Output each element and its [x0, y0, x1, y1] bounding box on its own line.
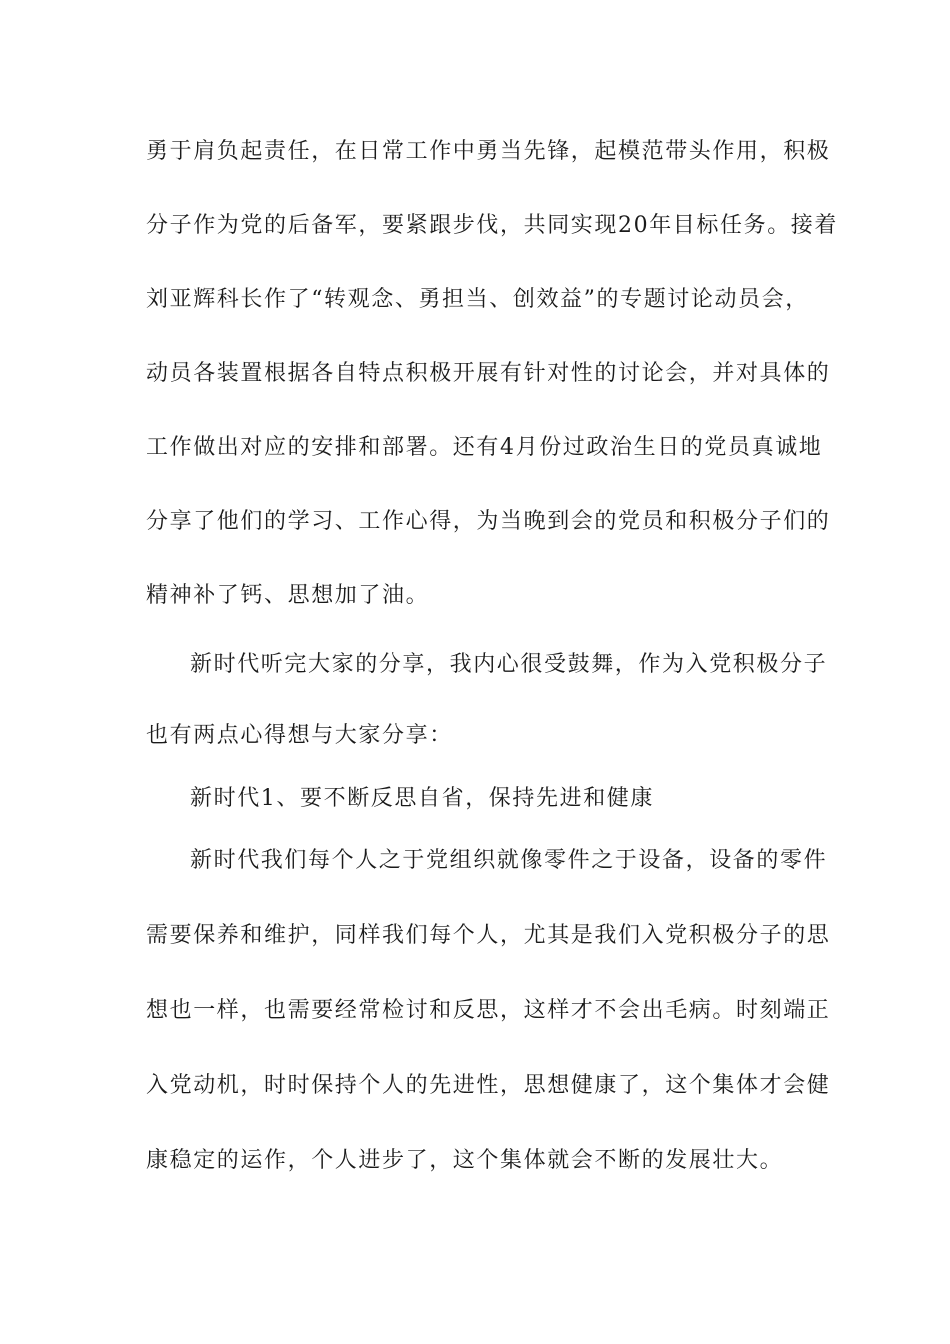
paragraph-line: 想也一样，也需要经常检讨和反思，这样才不会出毛病。时刻端正 [146, 998, 831, 1023]
paragraph-line: 勇于肩负起责任，在日常工作中勇当先锋，起模范带头作用，积极 [146, 139, 831, 164]
paragraph-line: 刘亚辉科长作了“转观念、勇担当、创效益”的专题讨论动员会， [146, 287, 809, 312]
paragraph-line: 工作做出对应的安排和部署。还有4月份过政治生日的党员真诚地 [146, 435, 823, 460]
paragraph-line: 入党动机，时时保持个人的先进性，思想健康了，这个集体才会健 [146, 1073, 831, 1098]
section-heading: 新时代1、要不断反思自省，保持先进和健康 [190, 786, 654, 811]
paragraph-line: 需要保养和维护，同样我们每个人，尤其是我们入党积极分子的思 [146, 923, 831, 948]
paragraph-line: 动员各装置根据各自特点积极开展有针对性的讨论会，并对具体的 [146, 361, 831, 386]
paragraph-line: 精神补了钙、思想加了油。 [146, 583, 430, 608]
paragraph-line: 也有两点心得想与大家分享： [146, 723, 453, 748]
paragraph-line: 新时代听完大家的分享，我内心很受鼓舞，作为入党积极分子 [190, 652, 828, 677]
paragraph-line: 分享了他们的学习、工作心得，为当晚到会的党员和积极分子们的 [146, 509, 831, 534]
paragraph-line: 分子作为党的后备军，要紧跟步伐，共同实现20年目标任务。接着 [146, 213, 838, 238]
paragraph-line: 康稳定的运作，个人进步了，这个集体就会不断的发展壮大。 [146, 1148, 784, 1173]
paragraph-line: 新时代我们每个人之于党组织就像零件之于设备，设备的零件 [190, 848, 828, 873]
